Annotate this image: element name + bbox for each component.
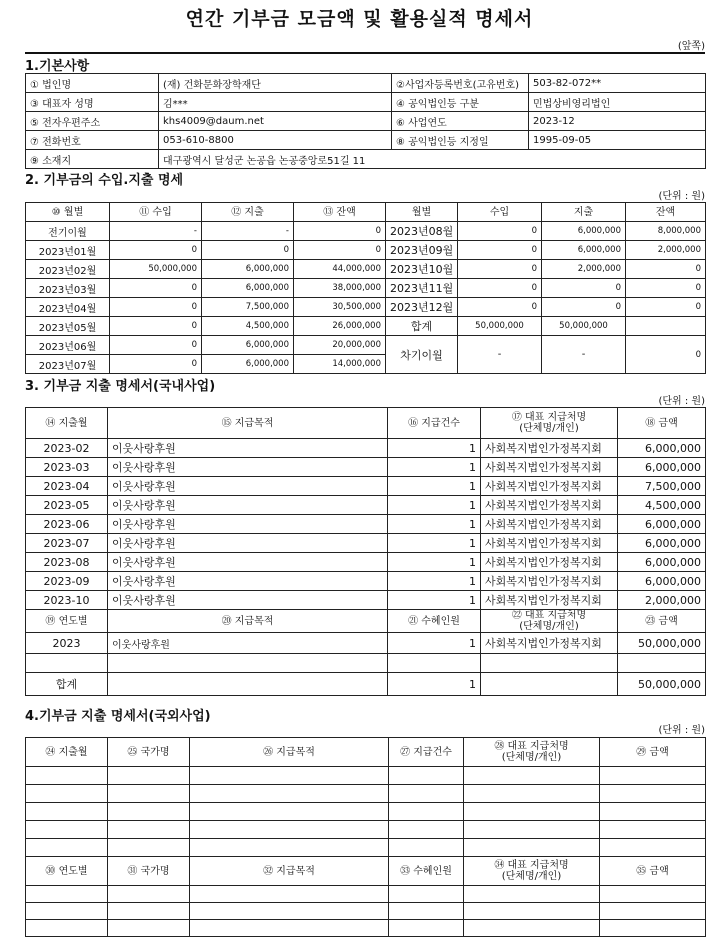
- empty-cell: [389, 767, 464, 785]
- top-rule: [25, 52, 705, 54]
- amount-cell: 0: [626, 279, 706, 298]
- month-cell: 2023-03: [26, 458, 108, 477]
- col-amount: ㉟ 금액: [600, 857, 706, 886]
- amount-cell: 0: [110, 336, 202, 355]
- empty-cell: [190, 785, 389, 803]
- purpose-cell: 이웃사랑후원: [108, 458, 388, 477]
- col-count: ⑯ 지급건수: [388, 408, 481, 439]
- month-cell: 2023년04월: [26, 298, 110, 317]
- amount-cell: 0: [110, 298, 202, 317]
- empty-cell: [481, 654, 618, 673]
- amount-cell: -: [110, 222, 202, 241]
- amount-cell: 0: [542, 279, 626, 298]
- amount-cell: 26,000,000: [294, 317, 386, 336]
- amount-cell: 4,500,000: [202, 317, 294, 336]
- recipient-sublabel: (단체명/개인): [519, 621, 579, 632]
- col-balance: ⑬ 잔액: [294, 203, 386, 222]
- section4-heading: 4.기부금 지출 명세서(국외사업): [25, 709, 211, 724]
- col-country: ㉛ 국가명: [108, 857, 190, 886]
- purpose-cell: 이웃사랑후원: [108, 477, 388, 496]
- empty-cell: [389, 803, 464, 821]
- amount-cell: 50,000,000: [542, 317, 626, 336]
- amount-cell: 50,000,000: [618, 633, 706, 654]
- info-label: ⑥ 사업연도: [392, 112, 529, 131]
- recipient-sublabel: (단체명/개인): [519, 423, 579, 434]
- month-cell: 2023년10월: [386, 260, 458, 279]
- amount-cell: 6,000,000: [202, 336, 294, 355]
- amount-cell: -: [542, 336, 626, 374]
- col-purpose: ㉖ 지급목적: [190, 738, 389, 767]
- purpose-cell: 이웃사랑후원: [108, 515, 388, 534]
- empty-cell: [26, 767, 108, 785]
- amount-cell: 0: [458, 222, 542, 241]
- purpose-cell: 이웃사랑후원: [108, 496, 388, 515]
- month-cell: 2023년03월: [26, 279, 110, 298]
- empty-cell: [26, 839, 108, 857]
- col-recipient: [481, 610, 618, 633]
- table-row: [26, 572, 706, 591]
- recipient-cell: 사회복지법인가정복지회: [481, 477, 618, 496]
- amount-cell: 0: [626, 260, 706, 279]
- empty-cell: [464, 839, 600, 857]
- month-cell: 2023-09: [26, 572, 108, 591]
- purpose-cell: 이웃사랑후원: [108, 633, 388, 654]
- empty-cell: [389, 886, 464, 903]
- month-cell: 2023년06월: [26, 336, 110, 355]
- empty-cell: [108, 920, 190, 937]
- amount-cell: 6,000,000: [542, 241, 626, 260]
- recipient-cell: 사회복지법인가정복지회: [481, 633, 618, 654]
- col-balance: 잔액: [626, 203, 706, 222]
- empty-cell: [108, 767, 190, 785]
- col-beneficiaries: ㉑ 수혜인원: [388, 610, 481, 633]
- amount-cell: 4,500,000: [618, 496, 706, 515]
- recipient-label: ㉞ 대표 지급처명: [494, 860, 569, 871]
- year-cell: 2023: [26, 633, 108, 654]
- count-cell: 1: [388, 553, 481, 572]
- section2-heading: 2. 기부금의 수입.지출 명세: [25, 173, 184, 188]
- empty-cell: [190, 903, 389, 920]
- table-row: [26, 458, 706, 477]
- amount-cell: 6,000,000: [202, 355, 294, 374]
- table-row: [26, 534, 706, 553]
- amount-cell: 0: [458, 298, 542, 317]
- amount-cell: 6,000,000: [202, 279, 294, 298]
- empty-cell: [600, 903, 706, 920]
- table-row: [26, 553, 706, 572]
- empty-cell: [26, 785, 108, 803]
- table-row: [26, 279, 706, 298]
- month-cell: 2023-02: [26, 439, 108, 458]
- empty-cell: [600, 920, 706, 937]
- info-row: [26, 74, 706, 93]
- col-recipient: [464, 857, 600, 886]
- table-row: [26, 496, 706, 515]
- amount-cell: 6,000,000: [618, 458, 706, 477]
- amount-cell: 38,000,000: [294, 279, 386, 298]
- basic-info-table: [25, 73, 706, 169]
- empty-cell: [388, 654, 481, 673]
- info-label: ③ 대표자 성명: [26, 93, 159, 112]
- info-label: ⑦ 전화번호: [26, 131, 159, 150]
- recipient-cell: 사회복지법인가정복지회: [481, 458, 618, 477]
- table-row: [26, 439, 706, 458]
- month-cell: 2023년01월: [26, 241, 110, 260]
- unit-note: (단위 : 원): [658, 725, 705, 736]
- empty-cell: [108, 803, 190, 821]
- info-value: 김***: [159, 93, 392, 112]
- recipient-cell: 사회복지법인가정복지회: [481, 439, 618, 458]
- empty-cell: [464, 767, 600, 785]
- empty-row: [26, 767, 706, 785]
- info-value: 2023-12: [529, 112, 706, 131]
- empty-cell: [600, 839, 706, 857]
- overseas-expense-table: [25, 737, 706, 937]
- col-expense-month: ㉔ 지출월: [26, 738, 108, 767]
- info-value: 053-610-8800: [159, 131, 392, 150]
- info-value: (재) 건화문화장학재단: [159, 74, 392, 93]
- info-label: ⑤ 전자우편주소: [26, 112, 159, 131]
- amount-cell: 0: [110, 241, 202, 260]
- col-count: ㉗ 지급건수: [389, 738, 464, 767]
- front-side-note: (앞쪽): [677, 41, 705, 52]
- table-row: [26, 241, 706, 260]
- info-label: ① 법인명: [26, 74, 159, 93]
- empty-row: [26, 886, 706, 903]
- recipient-cell: 사회복지법인가정복지회: [481, 572, 618, 591]
- info-row: [26, 112, 706, 131]
- unit-note: (단위 : 원): [658, 191, 705, 202]
- month-cell: 2023-05: [26, 496, 108, 515]
- info-row: [26, 93, 706, 112]
- empty-cell: [26, 654, 108, 673]
- total-label: 합계: [26, 673, 108, 696]
- amount-cell: 2,000,000: [618, 591, 706, 610]
- recipient-cell: 사회복지법인가정복지회: [481, 534, 618, 553]
- amount-cell: 2,000,000: [542, 260, 626, 279]
- amount-cell: 6,000,000: [542, 222, 626, 241]
- month-cell: 합계: [386, 317, 458, 336]
- info-label: ②사업자등록번호(고유번호): [392, 74, 529, 93]
- empty-cell: [190, 886, 389, 903]
- amount-cell: 2,000,000: [626, 241, 706, 260]
- month-cell: 2023년09월: [386, 241, 458, 260]
- recipient-sublabel: (단체명/개인): [501, 752, 562, 763]
- info-label: ⑧ 공익법인등 지정일: [392, 131, 529, 150]
- empty-cell: [389, 785, 464, 803]
- empty-cell: [389, 920, 464, 937]
- amount-cell: 7,500,000: [618, 477, 706, 496]
- info-row: [26, 131, 706, 150]
- empty-cell: [26, 821, 108, 839]
- month-cell: 2023년12월: [386, 298, 458, 317]
- empty-cell: [26, 920, 108, 937]
- col-income: 수입: [458, 203, 542, 222]
- empty-cell: [108, 654, 388, 673]
- month-cell: 2023년02월: [26, 260, 110, 279]
- col-expense-month: ⑭ 지출월: [26, 408, 108, 439]
- empty-cell: [108, 886, 190, 903]
- empty-cell: [108, 673, 388, 696]
- col-recipient: [464, 738, 600, 767]
- count-cell: 1: [388, 534, 481, 553]
- col-expense: 지출: [542, 203, 626, 222]
- recipient-label: ㉒ 대표 지급처명: [511, 610, 587, 621]
- amount-cell: 44,000,000: [294, 260, 386, 279]
- empty-row: [26, 903, 706, 920]
- month-cell: 2023년08월: [386, 222, 458, 241]
- amount-cell: 14,000,000: [294, 355, 386, 374]
- month-cell: 전기이월: [26, 222, 110, 241]
- col-country: ㉕ 국가명: [108, 738, 190, 767]
- empty-cell: [190, 767, 389, 785]
- info-label: ④ 공익법인등 구분: [392, 93, 529, 112]
- amount-cell: 0: [542, 298, 626, 317]
- count-cell: 1: [388, 572, 481, 591]
- income-expense-table: [25, 202, 706, 374]
- count-cell: 1: [388, 477, 481, 496]
- recipient-sublabel: (단체명/개인): [501, 871, 562, 882]
- info-value: khs4009@daum.net: [159, 112, 392, 131]
- info-value: 503-82-072**: [529, 74, 706, 93]
- recipient-cell: 사회복지법인가정복지회: [481, 591, 618, 610]
- empty-row: [26, 821, 706, 839]
- address-label: ⑨ 소재지: [26, 150, 159, 169]
- month-cell: 2023-08: [26, 553, 108, 572]
- col-amount: ㉓ 금액: [618, 610, 706, 633]
- amount-cell: 0: [458, 241, 542, 260]
- amount-cell: 6,000,000: [618, 572, 706, 591]
- amount-cell: 0: [202, 241, 294, 260]
- empty-cell: [108, 839, 190, 857]
- empty-cell: [389, 839, 464, 857]
- month-cell: 2023-07: [26, 534, 108, 553]
- empty-row: [26, 785, 706, 803]
- amount-cell: 6,000,000: [202, 260, 294, 279]
- info-value: 1995-09-05: [529, 131, 706, 150]
- col-beneficiaries: ㉝ 수혜인원: [389, 857, 464, 886]
- amount-cell: 0: [626, 336, 706, 374]
- empty-cell: [26, 886, 108, 903]
- recipient-label: ⑰ 대표 지급처명: [511, 412, 587, 423]
- col-income: ⑪ 수입: [110, 203, 202, 222]
- empty-cell: [600, 767, 706, 785]
- empty-cell: [190, 839, 389, 857]
- amount-cell: 6,000,000: [618, 553, 706, 572]
- table-row: [26, 222, 706, 241]
- amount-cell: 8,000,000: [626, 222, 706, 241]
- unit-note: (단위 : 원): [658, 396, 705, 407]
- count-cell: 1: [388, 496, 481, 515]
- amount-cell: [626, 317, 706, 336]
- amount-cell: 0: [110, 317, 202, 336]
- table-row: [26, 298, 706, 317]
- col-year: ⑲ 연도별: [26, 610, 108, 633]
- count-cell: 1: [388, 458, 481, 477]
- document-title: 연간 기부금 모금액 및 활용실적 명세서: [185, 8, 534, 30]
- table-row: [26, 591, 706, 610]
- col-purpose: ⑳ 지급목적: [108, 610, 388, 633]
- table-row: [26, 336, 706, 355]
- purpose-cell: 이웃사랑후원: [108, 534, 388, 553]
- amount-cell: 0: [458, 260, 542, 279]
- month-cell: 2023-04: [26, 477, 108, 496]
- amount-cell: 0: [294, 222, 386, 241]
- carry-over-label: 차기이월: [386, 336, 458, 374]
- amount-cell: 0: [110, 279, 202, 298]
- table-row: [26, 477, 706, 496]
- empty-cell: [108, 785, 190, 803]
- domestic-expense-table: [25, 407, 706, 696]
- table-row: [26, 260, 706, 279]
- empty-cell: [190, 821, 389, 839]
- month-cell: 2023년05월: [26, 317, 110, 336]
- amount-cell: 6,000,000: [618, 534, 706, 553]
- empty-cell: [108, 903, 190, 920]
- month-cell: 2023-10: [26, 591, 108, 610]
- purpose-cell: 이웃사랑후원: [108, 439, 388, 458]
- total-count: 1: [388, 673, 481, 696]
- empty-cell: [389, 821, 464, 839]
- col-year: ㉚ 연도별: [26, 857, 108, 886]
- empty-cell: [618, 654, 706, 673]
- section3-heading: 3. 기부금 지출 명세서(국내사업): [25, 379, 216, 394]
- empty-cell: [190, 920, 389, 937]
- purpose-cell: 이웃사랑후원: [108, 553, 388, 572]
- empty-cell: [464, 903, 600, 920]
- empty-cell: [464, 803, 600, 821]
- beneficiaries-cell: 1: [388, 633, 481, 654]
- amount-cell: 6,000,000: [618, 515, 706, 534]
- recipient-cell: 사회복지법인가정복지회: [481, 515, 618, 534]
- col-amount: ㉙ 금액: [600, 738, 706, 767]
- empty-cell: [464, 920, 600, 937]
- empty-cell: [600, 886, 706, 903]
- count-cell: 1: [388, 515, 481, 534]
- count-cell: 1: [388, 591, 481, 610]
- empty-cell: [389, 903, 464, 920]
- empty-cell: [464, 785, 600, 803]
- empty-cell: [190, 803, 389, 821]
- col-month: ⑩ 월별: [26, 203, 110, 222]
- empty-cell: [481, 673, 618, 696]
- empty-cell: [464, 821, 600, 839]
- amount-cell: -: [202, 222, 294, 241]
- month-cell: 2023년07월: [26, 355, 110, 374]
- address-value: 대구광역시 달성군 논공읍 논공중앙로51길 11: [159, 150, 706, 169]
- amount-cell: 6,000,000: [618, 439, 706, 458]
- table-row: [26, 515, 706, 534]
- empty-row: [26, 920, 706, 937]
- empty-row: [26, 839, 706, 857]
- empty-cell: [26, 803, 108, 821]
- empty-cell: [600, 785, 706, 803]
- amount-cell: 0: [294, 241, 386, 260]
- purpose-cell: 이웃사랑후원: [108, 591, 388, 610]
- count-cell: 1: [388, 439, 481, 458]
- info-value: 민법상비영리법인: [529, 93, 706, 112]
- total-amount: 50,000,000: [618, 673, 706, 696]
- recipient-cell: 사회복지법인가정복지회: [481, 496, 618, 515]
- col-purpose: ㉜ 지급목적: [190, 857, 389, 886]
- empty-row: [26, 803, 706, 821]
- recipient-cell: 사회복지법인가정복지회: [481, 553, 618, 572]
- amount-cell: 30,500,000: [294, 298, 386, 317]
- amount-cell: 50,000,000: [110, 260, 202, 279]
- empty-cell: [108, 821, 190, 839]
- month-cell: 2023-06: [26, 515, 108, 534]
- empty-cell: [26, 903, 108, 920]
- empty-cell: [600, 821, 706, 839]
- recipient-label: ㉘ 대표 지급처명: [494, 741, 569, 752]
- col-expense: ⑫ 지출: [202, 203, 294, 222]
- amount-cell: 0: [458, 279, 542, 298]
- col-purpose: ⑮ 지급목적: [108, 408, 388, 439]
- amount-cell: -: [458, 336, 542, 374]
- amount-cell: 0: [110, 355, 202, 374]
- purpose-cell: 이웃사랑후원: [108, 572, 388, 591]
- month-cell: 2023년11월: [386, 279, 458, 298]
- col-amount: ⑱ 금액: [618, 408, 706, 439]
- amount-cell: 50,000,000: [458, 317, 542, 336]
- empty-cell: [600, 803, 706, 821]
- amount-cell: 7,500,000: [202, 298, 294, 317]
- empty-cell: [464, 886, 600, 903]
- col-month: 월별: [386, 203, 458, 222]
- section1-heading: 1.기본사항: [25, 59, 90, 74]
- col-recipient: [481, 408, 618, 439]
- amount-cell: 20,000,000: [294, 336, 386, 355]
- amount-cell: 0: [626, 298, 706, 317]
- table-row: [26, 317, 706, 336]
